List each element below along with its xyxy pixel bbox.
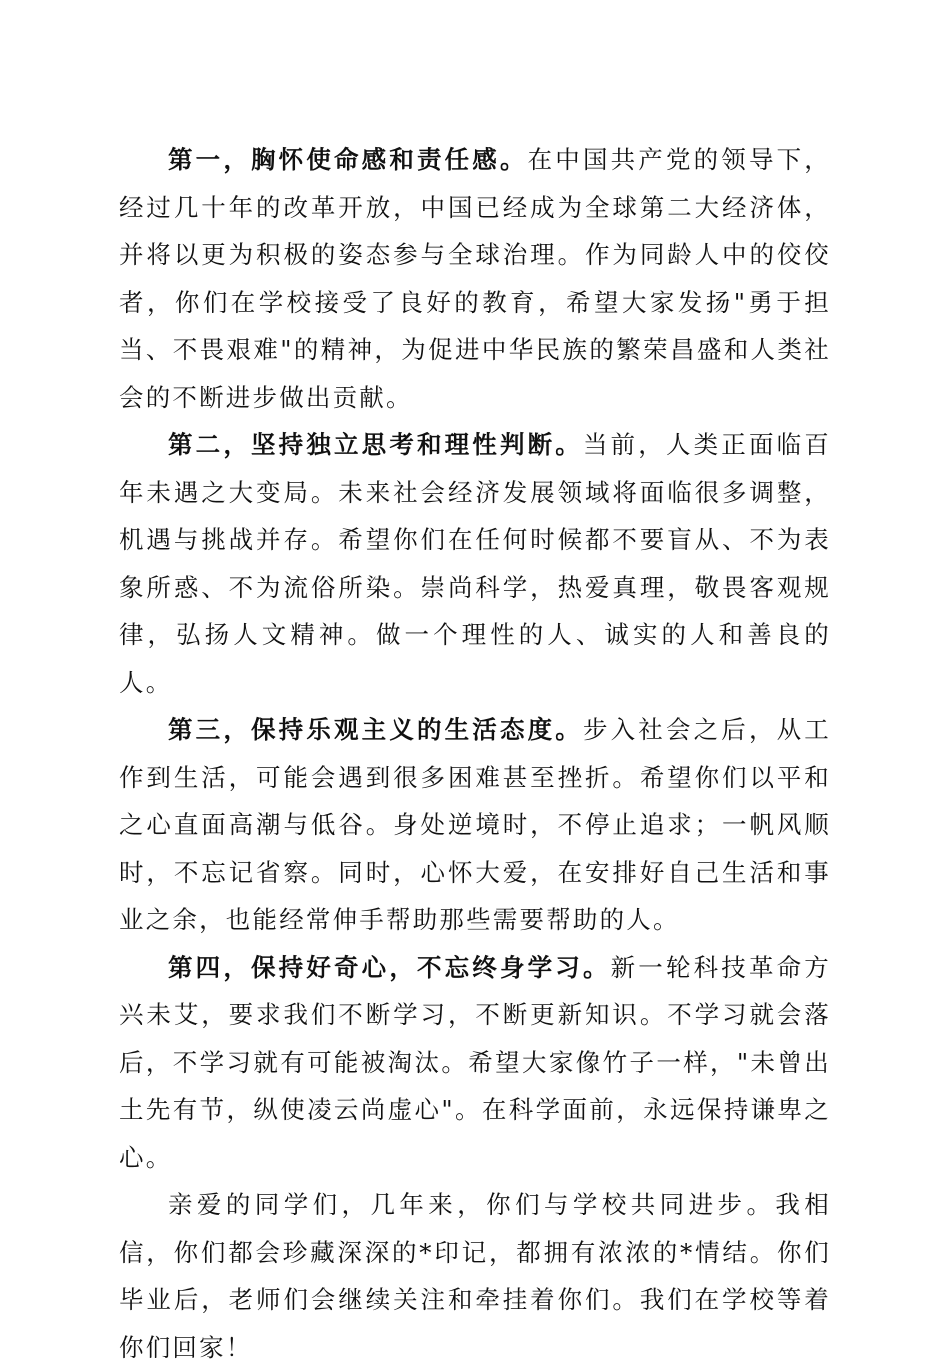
paragraph-third-point [119, 706, 831, 944]
paragraph-heading: 第三，保持乐观主义的生活态度。 [168, 715, 583, 744]
paragraph-closing [119, 1181, 831, 1371]
paragraph-heading: 第一，胸怀使命感和责任感。 [168, 145, 528, 174]
paragraph-text: 亲爱的同学们，几年来，你们与学校共同进步。我相信，你们都会珍藏深深的*印记，都拥有浓浓的*情结。你们毕业后，老师们会继续关注和牵挂着你们。我们在学校等着你们回家！ [119, 1190, 831, 1362]
paragraph-heading: 第四，保持好奇心，不忘终身学习。 [168, 952, 611, 982]
paragraph-text: 当前，人类正面临百年未遇之大变局。未来社会经济发展领域将面临很多调整，机遇与挑战并存。希望你们在任何时候都不要盲从、不为表象所惑、不为流俗所染。崇尚科学，热爱真理，敬畏客观规律，弘扬人文精神。做一个理性的人、诚实的人和善良的人。 [119, 430, 831, 697]
paragraph-text: 步入社会之后，从工作到生活，可能会遇到很多困难甚至挫折。希望你们以平和之心直面高潮与低谷。身处逆境时，不停止追求；一帆风顺时，不忘记省察。同时，心怀大爱，在安排好自己生活和事业之余，也能经常伸手帮助那些需要帮助的人。 [119, 715, 831, 934]
document-body [119, 136, 831, 1371]
paragraph-text: 新一轮科技革命方兴未艾，要求我们不断学习，不断更新知识。不学习就会落后，不学习就有可能被淘汰。希望大家像竹子一样，"未曾出土先有节，纵使凌云尚虚心"。在科学面前，永远保持谦卑之心。 [119, 952, 831, 1172]
paragraph-text: 在中国共产党的领导下，经过几十年的改革开放，中国已经成为全球第二大经济体，并将以更为积极的姿态参与全球治理。作为同龄人中的佼佼者，你们在学校接受了良好的教育，希望大家发扬"勇于担当、不畏艰难"的精神，为促进中华民族的繁荣昌盛和人类社会的不断进步做出贡献。 [119, 145, 831, 412]
paragraph-heading: 第二，坚持独立思考和理性判断。 [168, 430, 583, 459]
paragraph-second-point [119, 421, 831, 706]
paragraph-first-point [119, 136, 831, 421]
paragraph-fourth-point [119, 944, 831, 1182]
